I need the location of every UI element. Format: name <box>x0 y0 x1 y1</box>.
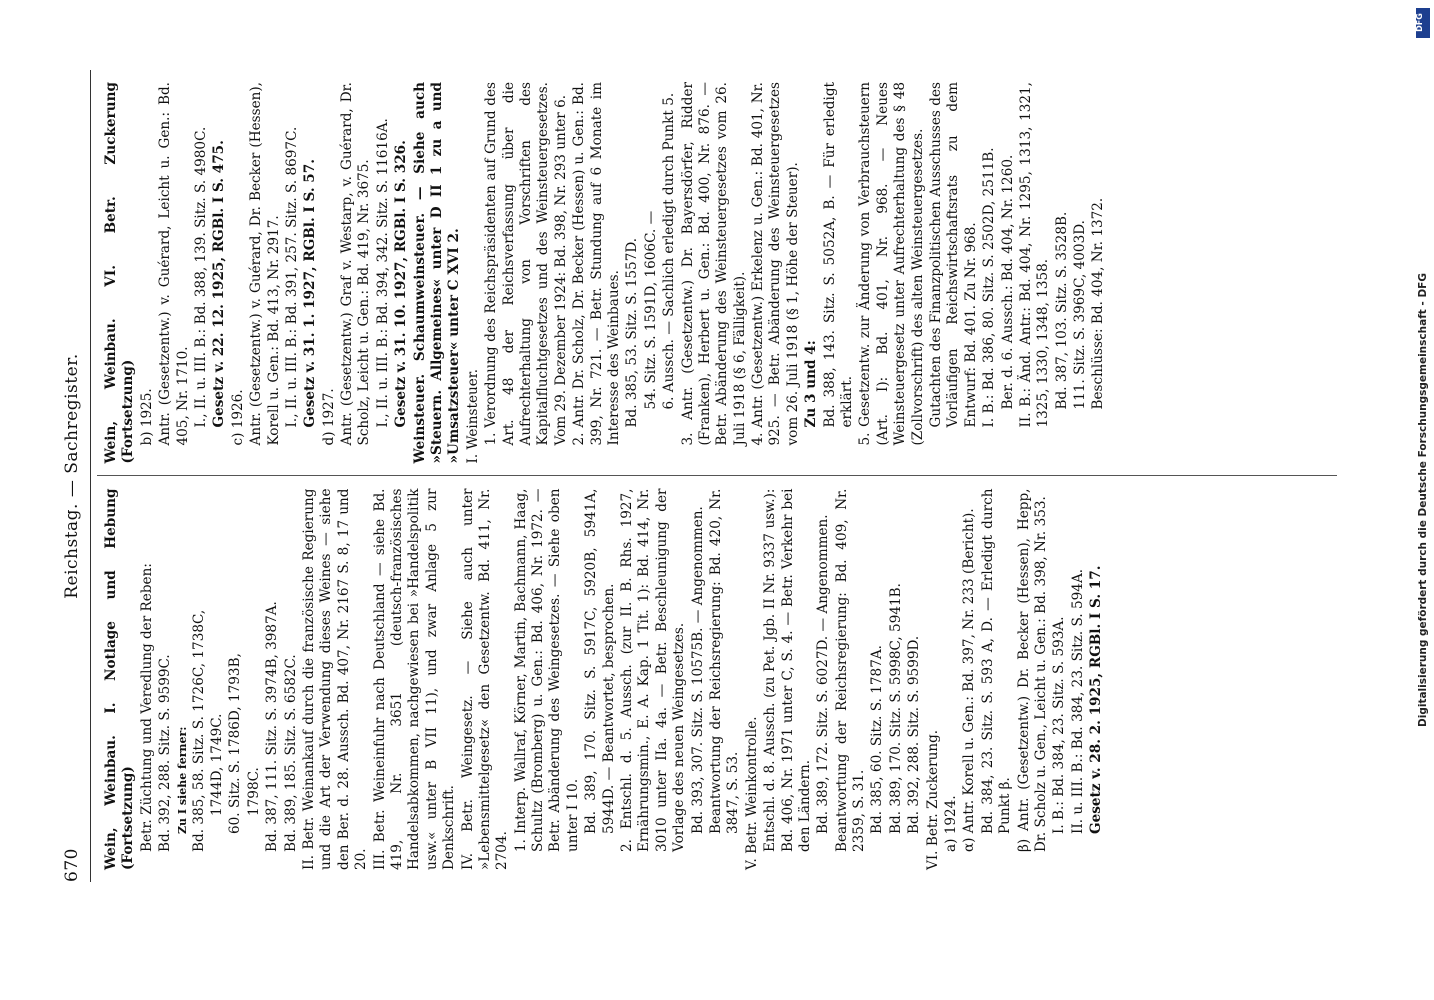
register-entry: b) 1925. <box>138 388 155 446</box>
register-entry: IV. Betr. Weingesetz. — Siehe auch unter »Lebensmittelgesetz« den Gesetzentw. Bd. 411, Nr. 2704. <box>459 488 511 870</box>
register-entry: I., II. u. III. B.: Bd. 388, 139. Sitz. S. 4980C. <box>192 126 209 428</box>
register-entry: Bd. 385, 60. Sitz. S. 1787A. <box>869 645 886 834</box>
register-entry: 6. Aussch. — Sachlich erledigt durch Punkt 5. <box>661 92 678 410</box>
register-entry: Bd. 392, 288. Sitz. S. 9599C. <box>157 654 174 852</box>
register-entry: Zu 3 und 4: <box>803 340 820 428</box>
register-entry: Bd. 385, 58. Sitz. S. 1726C, 1738C, <box>190 609 207 852</box>
register-entry: Antr. (Gesetzentw.) Graf v. Westarp, v. Guérard, Dr. Scholz, Leicht u. Gen.: Bd. 419, Nr. 3675. <box>339 82 373 446</box>
register-entry: c) 1926. <box>229 389 246 446</box>
register-entry: a) 1924. <box>943 795 960 852</box>
register-entry: Bd. 384, 23. Sitz. S. 593 A, D. — Erledigt durch Punkt β. <box>979 488 1014 834</box>
register-entry: Beantwortung der Reichsregierung: Bd. 409, Nr. 2359, S. 31. <box>833 488 868 852</box>
text-columns <box>97 70 1337 882</box>
register-entry: Beschlüsse: Bd. 404, Nr. 1372. <box>1090 197 1107 410</box>
register-entry: II. u. III. B.: Bd. 384, 23. Sitz. S. 594A. <box>1069 568 1086 834</box>
register-entry: Betr. Züchtung und Veredlung der Reben: <box>138 563 155 852</box>
register-entry: Bd. 387, 103. Sitz. S. 3528B. <box>1053 211 1070 410</box>
dfg-credit <box>1413 4 1431 994</box>
register-entry: Gutachten des Finanzpolitischen Ausschusses des Vorläufigen Reichswirtschaftsrats zu dem Entwurf: Bd. 401. Zu Nr. 968. <box>927 82 979 428</box>
register-entry: 2. Entschl. d. 5. Aussch. (zur II. B. Rhs. 1927, Ernährungsmin., E. A. Kap. 1 Tit. 1): Bd. 414, Nr. 3010 unter IIa. 4a. — Betr. Beschleunigung der Vorlage des neuen Weingesetzes. <box>619 488 688 852</box>
register-entry: 5. Gesetzentw. zur Änderung von Verbrauchsteuern (Art. I): Bd. 401, Nr. 968. — Neues Weinsteuergesetz unter Aufrechterhaltung des § 48 (Zollvorschrift) des alten Weinsteuergesetzes. <box>857 82 926 446</box>
register-entry: 111. Sitz. S. 3969C, 4003D. <box>1072 220 1089 410</box>
register-entry: 54. Sitz. S. 1591D, 1606C. — <box>642 210 659 410</box>
register-entry: Wein, Weinbau. I. Notlage und Hebung (Fortsetzung) <box>103 488 137 870</box>
register-entry: I. B.: Bd. 386, 80. Sitz. S. 2502D, 2511B. <box>981 147 998 428</box>
register-entry: β) Antr. (Gesetzentw.) Dr. Becker (Hessen), Hepp, Dr. Scholz u. Gen., Leicht u. Gen.: Bd. 398, Nr. 353. <box>1015 488 1049 852</box>
register-entry: Antr. (Gesetzentw.) v. Guérard, Dr. Becker (Hessen), Korell u. Gen.: Bd. 413, Nr. 2917. <box>248 82 282 446</box>
register-entry: Gesetz v. 31. 10. 1927, RGBl. I S. 326. <box>393 140 410 428</box>
running-head <box>60 70 91 882</box>
register-entry: 60. Sitz. S. 1786D, 1793B, <box>227 653 244 834</box>
register-entry: 2. Antr. Dr. Scholz, Dr. Becker (Hessen) u. Gen.: Bd. 399, Nr. 721. — Betr. Stundung auf 6 Monate im Interesse des Weinbaues. <box>571 82 622 446</box>
register-entry: Zu I siehe ferner: <box>175 726 189 834</box>
register-entry: 1. Interp. Wallraf, Körner, Martin, Bachmann, Haag, Schultz (Bromberg) u. Gen.: Bd. 406, Nr. 1972. — Betr. Abänderung des Weingesetzes. — Siehe oben unter I 10. <box>512 488 581 852</box>
register-entry: 3. Antr. (Gesetzentw.) Dr. Bayersdörfer, Ridder (Franken), Herbert u. Gen.: Bd. 400, Nr. 876. — Betr. Abänderung des Weinsteuergesetzes vom 26. Juli 1918 (§ 6, Fälligkeit). <box>679 82 748 446</box>
register-entry: Entschl. d. 8. Aussch. (zu Pet. Jgb. II Nr. 9337 usw.): Bd. 406, Nr. 1971 unter C, S. 4. — Betr. Verkehr bei den Ländern. <box>762 488 813 852</box>
running-title: Reichstag. — Sachregister. <box>62 353 82 599</box>
register-entry: Wein, Weinbau. VI. Betr. Zuckerung (Fortsetzung) <box>103 82 137 464</box>
register-entry: V. Betr. Weinkontrolle. <box>743 716 760 870</box>
register-entry: I. Weinsteuer. <box>464 368 481 464</box>
register-entry: 1744D, 1749C. <box>209 713 226 816</box>
dfg-credit-text: Digitalisierung gefördert durch die Deutsche Forschungsgemeinschaft - DFG <box>1417 273 1429 727</box>
register-entry: I. B.: Bd. 384, 23. Sitz. S. 593A. <box>1051 616 1068 834</box>
left-column <box>97 477 1337 883</box>
register-entry: Gesetz v. 31. 1. 1927, RGBl. I S. 57. <box>302 159 319 428</box>
register-entry: Bd. 389, 172. Sitz. S. 6027D. — Angenommen. <box>815 514 832 834</box>
register-entry: VI. Betr. Zuckerung. <box>924 729 941 870</box>
right-column <box>97 70 1337 477</box>
register-entry: 1798C. <box>245 767 262 816</box>
register-entry: Bd. 388, 143. Sitz. S. 5052A, B. — Für erledigt erklärt. <box>821 82 856 428</box>
register-entry: Bd. 393, 307. Sitz. S. 10575B. — Angenommen. <box>689 506 706 834</box>
register-entry: Bd. 385, 53. Sitz. S. 1557D. <box>624 237 641 428</box>
register-entry: Bd. 389, 185. Sitz. S. 6582C. <box>282 654 299 852</box>
register-entry: III. Betr. Weineinfuhr nach Deutschland — siehe Bd. 419, Nr. 3651 (deutsch-französisches Handelsabkommen, nachgewiesen bei »Handelspolitik usw.« unter B VII 11), und zwar Anlage 5 zur Denkschrift. <box>371 488 458 870</box>
register-entry: Bd. 392, 288. Sitz. S. 9599D. <box>906 635 923 834</box>
register-entry: II. B.: Änd. Antr.: Bd. 404, Nr. 1295, 1313, 1321, 1325, 1330, 1348, 1358. <box>1017 82 1052 428</box>
register-entry: I., II. u. III. B.: Bd. 394, 342. Sitz. S. 11616A. <box>374 118 391 428</box>
register-entry: Antr. (Gesetzentw.) v. Guérard, Leicht u. Gen.: Bd. 405, Nr. 1710. <box>157 82 191 446</box>
register-entry: Weinsteuer. Schaumweinsteuer. — Siehe auch »Steuern. Allgemeines« unter D II 1 zu a und »Umsatzsteuer« unter C XVI 2. <box>411 82 463 464</box>
register-entry: II. Betr. Weinankauf durch die französische Regierung und die Art der Verwendung dieses Weines — siehe den Ber. d. 28. Aussch. Bd. 407, Nr. 2167 S. 8, 17 und 20. <box>300 488 370 870</box>
register-entry: Beantwortung der Reichsregierung: Bd. 420, Nr. 3847, S. 53. <box>707 488 742 834</box>
register-entry: Bd. 389, 170. Sitz. S. 5917C, 5920B, 5941A, 5944D. — Beantwortet, besprochen. <box>583 488 617 834</box>
register-entry: 1. Verordnung des Reichspräsidenten auf Grund des Art. 48 der Reichsverfassung über die Aufrechterhaltung von Vorschriften des Kapitalfluchtgesetzes und des Weinsteuergesetzes. Vom 29. Dezember 1924: Bd. 398, Nr. 293 unter 6. <box>483 82 569 446</box>
page-number: 670 <box>62 848 82 882</box>
dfg-logo: DFG <box>1416 8 1430 38</box>
register-entry: I., II. u. III. B.: Bd. 391, 257. Sitz. S. 8697C. <box>283 126 300 428</box>
register-entry: Bd. 387, 111. Sitz. S. 3974B, 3987A. <box>264 601 281 852</box>
register-entry: Bd. 389, 170. Sitz. S. 5998C, 5941B. <box>887 583 904 834</box>
register-entry: Gesetz v. 22. 12. 1925, RGBl. I S. 475. <box>211 140 228 428</box>
register-entry: d) 1927. <box>320 388 337 446</box>
register-entry: α) Antr. Korell u. Gen.: Bd. 397, Nr. 233 (Bericht). <box>961 508 978 852</box>
register-entry: Ber. d. 6. Aussch.: Bd. 404, Nr. 1260. <box>999 154 1016 410</box>
register-entry: Gesetz v. 28. 2. 1925, RGBl. I S. 17. <box>1088 565 1105 834</box>
register-entry: 4. Antr. (Gesetzentw.) Erkelenz u. Gen.: Bd. 401, Nr. 925. — Betr. Abänderung des Weinsteuergesetzes vom 26. Juli 1918 (§ 1, Höhe der Steuer). <box>750 82 801 446</box>
